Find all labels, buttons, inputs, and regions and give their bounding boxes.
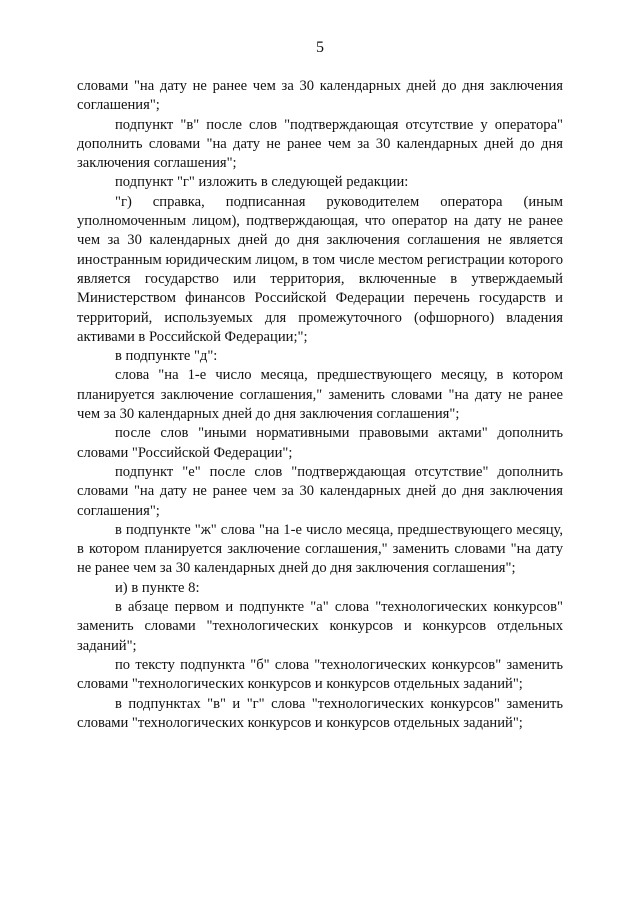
paragraph: и) в пункте 8: [115,579,200,596]
page-number: 5 [316,39,324,56]
paragraph: в подпункте "ж" слова "на 1-е число месяца, предшествующего месяцу, в котором планируется заключение соглашения," заменить словами "на дату не ранее чем за 30 календарных дней до дня заключения соглашения"; [77,521,563,577]
paragraph: в подпункте "д": [115,348,218,365]
paragraph: в подпунктах "в" и "г" слова "технологических конкурсов" заменить словами "технологических конкурсов и конкурсов отдельных заданий"; [77,695,563,731]
paragraph: подпункт "в" после слов "подтверждающая отсутствие у оператора" дополнить словами "на дату не ранее чем за 30 календарных дней до дня заключения соглашения"; [77,116,563,172]
paragraph: "г) справка, подписанная руководителем оператора (иным уполномоченным лицом), подтверждающая, что оператор на дату не ранее чем за 30 календарных дней до дня заключения соглашения не является иностранным юридическим лицом, в том числе местом регистрации которого является государство или территория, включенные в утверждаемый Министерством финансов Российской Федерации перечень государств и территорий, используемых для промежуточного (офшорного) владения активами в Российской Федерации;"; [77,193,563,345]
paragraph: по тексту подпункта "б" слова "технологических конкурсов" заменить словами "технологических конкурсов и конкурсов отдельных заданий"; [77,656,563,693]
paragraph: словами "на дату не ранее чем за 30 календарных дней до дня заключения соглашения"; [77,78,563,114]
paragraph: слова "на 1-е число месяца, предшествующего месяцу, в котором планируется заключение соглашения," заменить словами "на дату не ранее чем за 30 календарных дней до дня заключения соглашения"; [77,367,563,423]
paragraph: в абзаце первом и подпункте "а" слова "технологических конкурсов" заменить словами "технологических конкурсов и конкурсов отдельных заданий"; [77,599,563,654]
paragraph: подпункт "е" после слов "подтверждающая отсутствие" дополнить словами "на дату не ранее чем за 30 календарных дней до дня заключения соглашения"; [77,463,563,519]
paragraph: подпункт "г" изложить в следующей редакции: [115,174,409,191]
document-body [77,77,563,733]
paragraph: после слов "иными нормативными правовыми актами" дополнить словами "Российской Федерации"; [77,425,563,461]
